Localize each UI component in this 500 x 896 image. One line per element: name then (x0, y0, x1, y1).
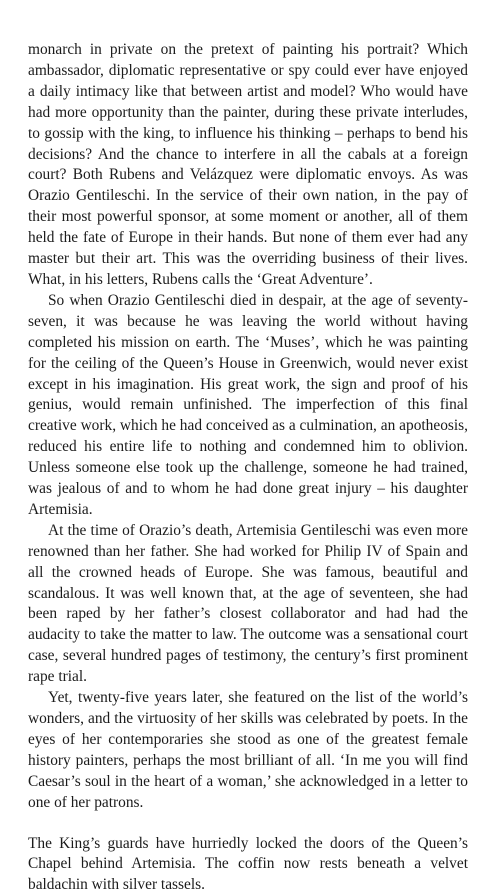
paragraph-1: monarch in private on the pretext of painting his portrait? Which ambassador, diplomatic representative or spy could ever have enjoyed a daily intimacy like that between artist and model? Who would have had more opportunity than the painter, during these private interludes, to gossip with the king, to influence his thinking – perhaps to bend his decisions? And the chance to interfere in all the cabals at a foreign court? Both Rubens and Velázquez were diplomatic envoys. As was Orazio Gentileschi. In the service of their own nation, in the pay of their most powerful sponsor, at some moment or another, all of them held the fate of Europe in their hands. But none of them ever had any master but their art. This was the overriding business of their lives. What, in his letters, Rubens calls the ‘Great Adventure’. (28, 41, 468, 288)
paragraph-3: At the time of Orazio’s death, Artemisia Gentileschi was even more renowned than her father. She had worked for Philip IV of Spain and all the crowned heads of Europe. She was famous, beautiful and scandalous. It was well known that, at the age of seventeen, she had been raped by her father’s closest collaborator and had had the audacity to take the matter to law. The outcome was a sensational court case, several hundred pages of testimony, the century’s first prominent rape trial. (28, 521, 468, 686)
paragraph-4: Yet, twenty-five years later, she featured on the list of the world’s wonders, and the virtuosity of her skills was celebrated by poets. In the eyes of her contemporaries she stood as one of the greatest female history painters, perhaps the most brilliant of all. ‘In me you will find Caesar’s soul in the heart of a woman,’ she acknowledged in a letter to one of her patrons. (28, 689, 468, 811)
paragraph-2: So when Orazio Gentileschi died in despair, at the age of seventy-seven, it was because he was leaving the world without having completed his mission on earth. The ‘Muses’, which he was painting for the ceiling of the Queen’s House in Greenwich, would never exist except in his imagination. His great work, the sign and proof of his genius, would remain unfinished. The imperfection of this final creative work, which he had conceived as a culmination, an apotheosis, reduced his entire life to nothing and condemned him to oblivion. Unless someone else took up the challenge, someone he had trained, was jealous of and to whom he had done great injury – his daughter Artemisia. (28, 291, 468, 518)
paragraph-5: The King’s guards have hurriedly locked the doors of the Queen’s Chapel behind Artemisia. The coffin now rests beneath a velvet baldachin with silver tassels. (28, 834, 468, 894)
book-page (28, 40, 468, 894)
